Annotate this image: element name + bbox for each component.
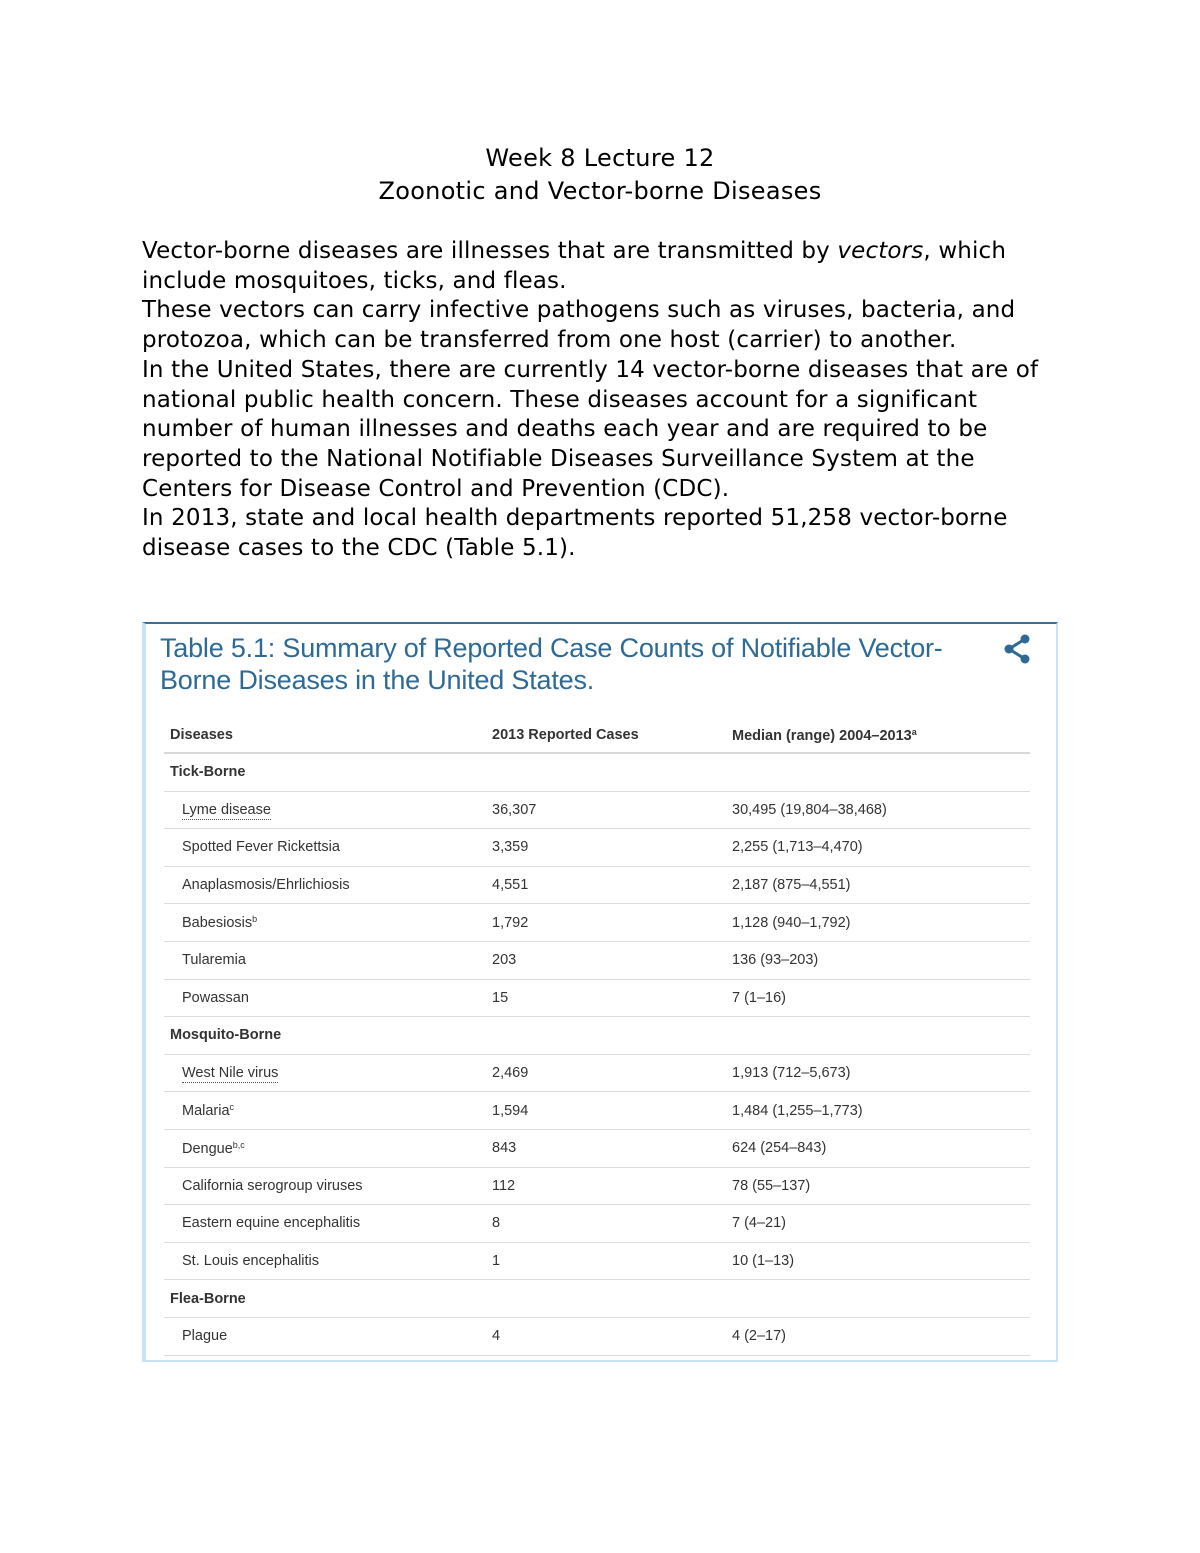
group-label: Flea-Borne [164, 1280, 486, 1318]
footnote-marker: a [911, 726, 917, 737]
emphasis-vectors: vectors [837, 238, 924, 264]
footnote-marker: b,c [232, 1139, 245, 1150]
median-cell: 30,495 (19,804–38,468) [726, 791, 1030, 829]
median-cell: 1,484 (1,255–1,773) [726, 1092, 1030, 1130]
lecture-topic: Zoonotic and Vector-borne Diseases [378, 177, 822, 205]
table-row [164, 1092, 1030, 1130]
disease-cell [164, 1092, 486, 1130]
cases-cell: 203 [486, 941, 726, 979]
disease-cell: Plague [164, 1317, 486, 1355]
table-screenshot [142, 622, 1058, 1362]
group-row-tick-borne [164, 753, 1030, 791]
cases-cell: 15 [486, 979, 726, 1017]
paragraph-national-concern: In the United States, there are currently 14 vector-borne diseases that are of national public health concern. These diseases account for a significant number of human illnesses and deaths each year and are required to be reported to the National Notifiable Diseases Surveillance System at the Centers for Disease Control and Prevention (CDC). [142, 356, 1039, 502]
disease-name: Babesiosis [182, 915, 253, 932]
disease-cell: Spotted Fever Rickettsia [164, 829, 486, 867]
table-title: Table 5.1: Summary of Reported Case Counts of Notifiable Vector-Borne Diseases in the United States. [160, 633, 943, 695]
header-median-label: Median (range) 2004–2013 [732, 727, 912, 744]
median-cell: 2,187 (875–4,551) [726, 866, 1030, 904]
paragraph-vectors [142, 237, 1072, 296]
disease-cell: California serogroup viruses [164, 1167, 486, 1205]
median-cell: 78 (55–137) [726, 1167, 1030, 1205]
median-cell: 7 (1–16) [726, 979, 1030, 1017]
cases-cell: 4,551 [486, 866, 726, 904]
header-diseases: Diseases [164, 718, 486, 753]
group-row-flea-borne [164, 1280, 1030, 1318]
table-row [164, 1129, 1030, 1167]
table-header-row [164, 718, 1030, 753]
disease-name: Malaria [182, 1103, 230, 1120]
table-row [164, 979, 1030, 1017]
disease-cell [164, 791, 486, 829]
table-row [164, 1317, 1030, 1355]
cases-cell: 112 [486, 1167, 726, 1205]
disease-cell: St. Louis encephalitis [164, 1242, 486, 1280]
median-cell: 7 (4–21) [726, 1205, 1030, 1243]
disease-cell: Powassan [164, 979, 486, 1017]
disease-cell: Tularemia [164, 941, 486, 979]
group-label: Mosquito-Borne [164, 1017, 486, 1055]
table-row [164, 904, 1030, 942]
group-label: Tick-Borne [164, 753, 486, 791]
cases-cell: 2,469 [486, 1054, 726, 1092]
median-cell: 2,255 (1,713–4,470) [726, 829, 1030, 867]
footnote-marker: c [229, 1102, 235, 1113]
median-cell: 1,128 (940–1,792) [726, 904, 1030, 942]
table-row [164, 866, 1030, 904]
cases-cell: 36,307 [486, 791, 726, 829]
disease-link-west-nile[interactable]: West Nile virus [182, 1065, 279, 1082]
table-row [164, 941, 1030, 979]
cases-cell: 4 [486, 1317, 726, 1355]
footnote-marker: b [252, 914, 258, 925]
median-cell: 10 (1–13) [726, 1242, 1030, 1280]
median-cell: 1,913 (712–5,673) [726, 1054, 1030, 1092]
median-cell: 624 (254–843) [726, 1129, 1030, 1167]
paragraph-pathogens: These vectors can carry infective pathogens such as viruses, bacteria, and protozoa, which can be transferred from one host (carrier) to another. [142, 297, 1016, 354]
disease-cell: Anaplasmosis/Ehrlichiosis [164, 866, 486, 904]
table-row [164, 791, 1030, 829]
share-icon[interactable] [1002, 634, 1032, 664]
header-reported-cases: 2013 Reported Cases [486, 718, 726, 753]
cases-cell: 8 [486, 1205, 726, 1243]
disease-cell [164, 1054, 486, 1092]
paragraph-text: Vector-borne diseases are illnesses that are transmitted by [142, 238, 838, 264]
cases-cell: 1,594 [486, 1092, 726, 1130]
disease-cell [164, 1129, 486, 1167]
median-cell: 136 (93–203) [726, 941, 1030, 979]
table-row [164, 1054, 1030, 1092]
table-row [164, 1167, 1030, 1205]
cases-cell: 843 [486, 1129, 726, 1167]
disease-link-lyme[interactable]: Lyme disease [182, 801, 271, 818]
document-title [0, 142, 1200, 208]
lecture-heading: Week 8 Lecture 12 [485, 144, 715, 172]
case-counts-table [164, 718, 1030, 1356]
header-median-range [726, 718, 1030, 753]
table-row [164, 1242, 1030, 1280]
paragraph-2013-cases: In 2013, state and local health departments reported 51,258 vector-borne disease cases to the CDC (Table 5.1). [142, 505, 1008, 562]
paragraph-text: , which include mosquitoes, ticks, and fleas. [142, 238, 1007, 294]
cases-cell: 3,359 [486, 829, 726, 867]
group-row-mosquito-borne [164, 1017, 1030, 1055]
cases-cell: 1 [486, 1242, 726, 1280]
cases-cell: 1,792 [486, 904, 726, 942]
table-row [164, 1205, 1030, 1243]
body-text [142, 237, 1072, 564]
table-row [164, 829, 1030, 867]
disease-name: Dengue [182, 1140, 233, 1157]
disease-cell: Eastern equine encephalitis [164, 1205, 486, 1243]
disease-cell [164, 904, 486, 942]
median-cell: 4 (2–17) [726, 1317, 1030, 1355]
